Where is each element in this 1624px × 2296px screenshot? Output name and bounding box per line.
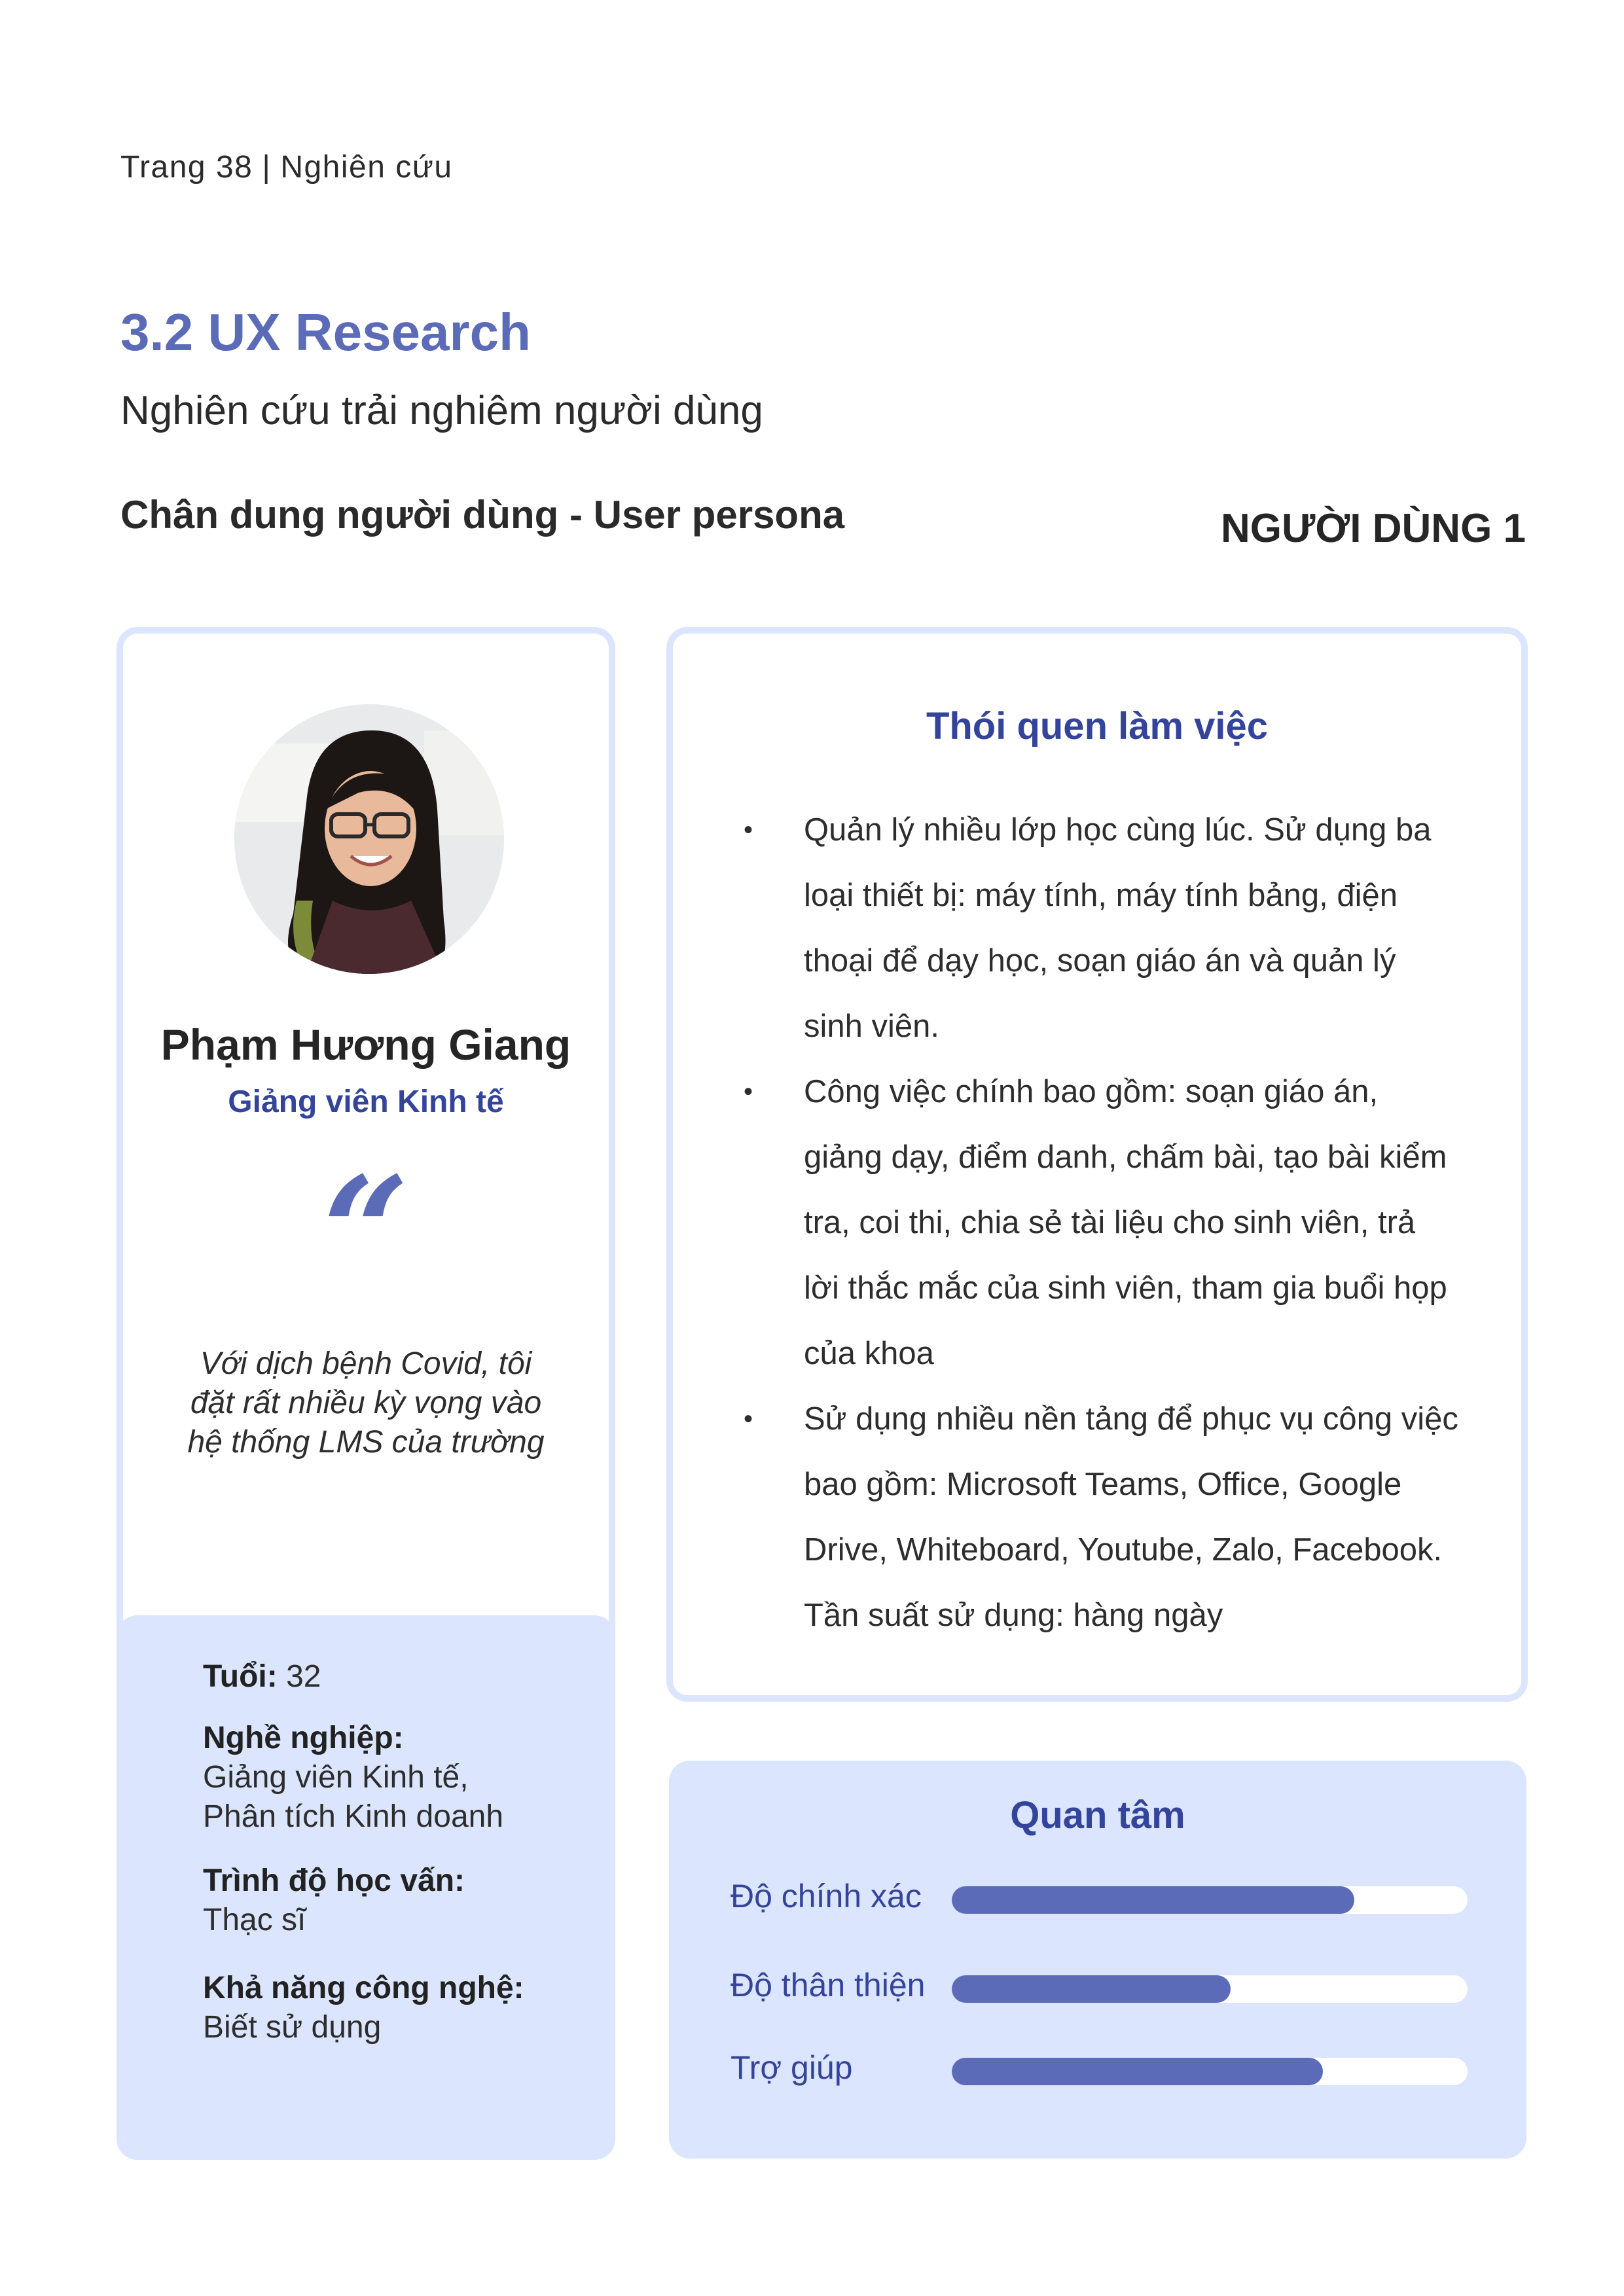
profile-card — [117, 627, 615, 2160]
section-title: 3.2 UX Research — [120, 303, 532, 361]
education-row — [203, 1861, 465, 1940]
job-label: Nghề nghiệp: — [203, 1721, 404, 1755]
job-value-2: Phân tích Kinh doanh — [203, 1799, 504, 1834]
interest-bar-fill — [952, 1975, 1231, 2003]
tech-value: Biết sử dụng — [203, 2010, 382, 2045]
interest-label-accuracy: Độ chính xác — [731, 1878, 922, 1914]
habits-list — [738, 797, 1458, 1648]
list-item — [738, 1386, 1458, 1648]
age-value: 32 — [286, 1659, 321, 1694]
header-separator: | — [262, 150, 272, 185]
education-value: Thạc sĩ — [203, 1903, 306, 1937]
list-item — [738, 797, 1458, 1059]
habit-text: Sử dụng nhiều nền tảng để phục vụ công việc bao gồm: Microsoft Teams, Office, Google Drive, Whiteboard, Youtube, Zalo, Facebook. Tần suất sử dụng: hàng ngày — [804, 1401, 1458, 1633]
interests-title: Quan tâm — [1010, 1794, 1185, 1837]
avatar — [234, 704, 504, 974]
person-role: Giảng viên Kinh tế — [228, 1085, 504, 1119]
interest-label-support: Trợ giúp — [731, 2049, 853, 2086]
education-label: Trình độ học vấn: — [203, 1863, 465, 1898]
job-value-1: Giảng viên Kinh tế, — [203, 1760, 469, 1795]
age-row — [203, 1657, 321, 1696]
user-number: NGƯỜI DÙNG 1 — [1220, 506, 1526, 551]
bullet-icon: • — [744, 1405, 753, 1433]
work-habits-card — [666, 627, 1528, 1702]
habit-text: Công việc chính bao gồm: soạn giáo án, giảng dạy, điểm danh, chấm bài, tạo bài kiểm tra, coi thi, chia sẻ tài liệu cho sinh viên, trả lời thắc mắc của sinh viên, tham gia buổi họp của khoa — [804, 1074, 1447, 1371]
page-number: Trang 38 — [120, 150, 253, 185]
person-name: Phạm Hương Giang — [160, 1020, 571, 1069]
habit-text: Quản lý nhiều lớp học cùng lúc. Sử dụng ba loại thiết bị: máy tính, máy tính bảng, điện thoại để dạy học, soạn giáo án và quản lý sinh viên. — [804, 812, 1432, 1044]
header-section: Nghiên cứu — [280, 150, 453, 185]
info-panel — [117, 1615, 615, 2160]
bullet-icon: • — [744, 816, 753, 844]
persona-heading: Chân dung người dùng - User persona — [120, 493, 845, 537]
section-subtitle: Nghiên cứu trải nghiêm người dùng — [120, 388, 763, 433]
habits-title: Thói quen làm việc — [926, 705, 1269, 747]
quote-icon: “ — [322, 1144, 410, 1321]
persona-quote: Với dịch bệnh Covid, tôi đặt rất nhiều kỳ vọng vào hệ thống LMS của trường — [187, 1346, 545, 1460]
interest-bar-support — [952, 2058, 1468, 2085]
interest-bar-accuracy — [952, 1886, 1468, 1914]
interest-bar-fill — [952, 1886, 1354, 1914]
interests-card — [669, 1761, 1526, 2159]
page-header — [120, 149, 453, 185]
tech-label: Khả năng công nghệ: — [203, 1971, 524, 2005]
job-row — [203, 1719, 503, 1837]
interest-bar-fill — [952, 2058, 1323, 2085]
age-label: Tuổi: — [203, 1659, 278, 1694]
interest-bar-friendliness — [952, 1975, 1468, 2003]
avatar-portrait — [234, 704, 504, 974]
bullet-icon: • — [744, 1077, 753, 1106]
tech-row — [203, 1969, 524, 2047]
interest-label-friendliness: Độ thân thiện — [731, 1967, 926, 2003]
list-item — [738, 1059, 1458, 1386]
